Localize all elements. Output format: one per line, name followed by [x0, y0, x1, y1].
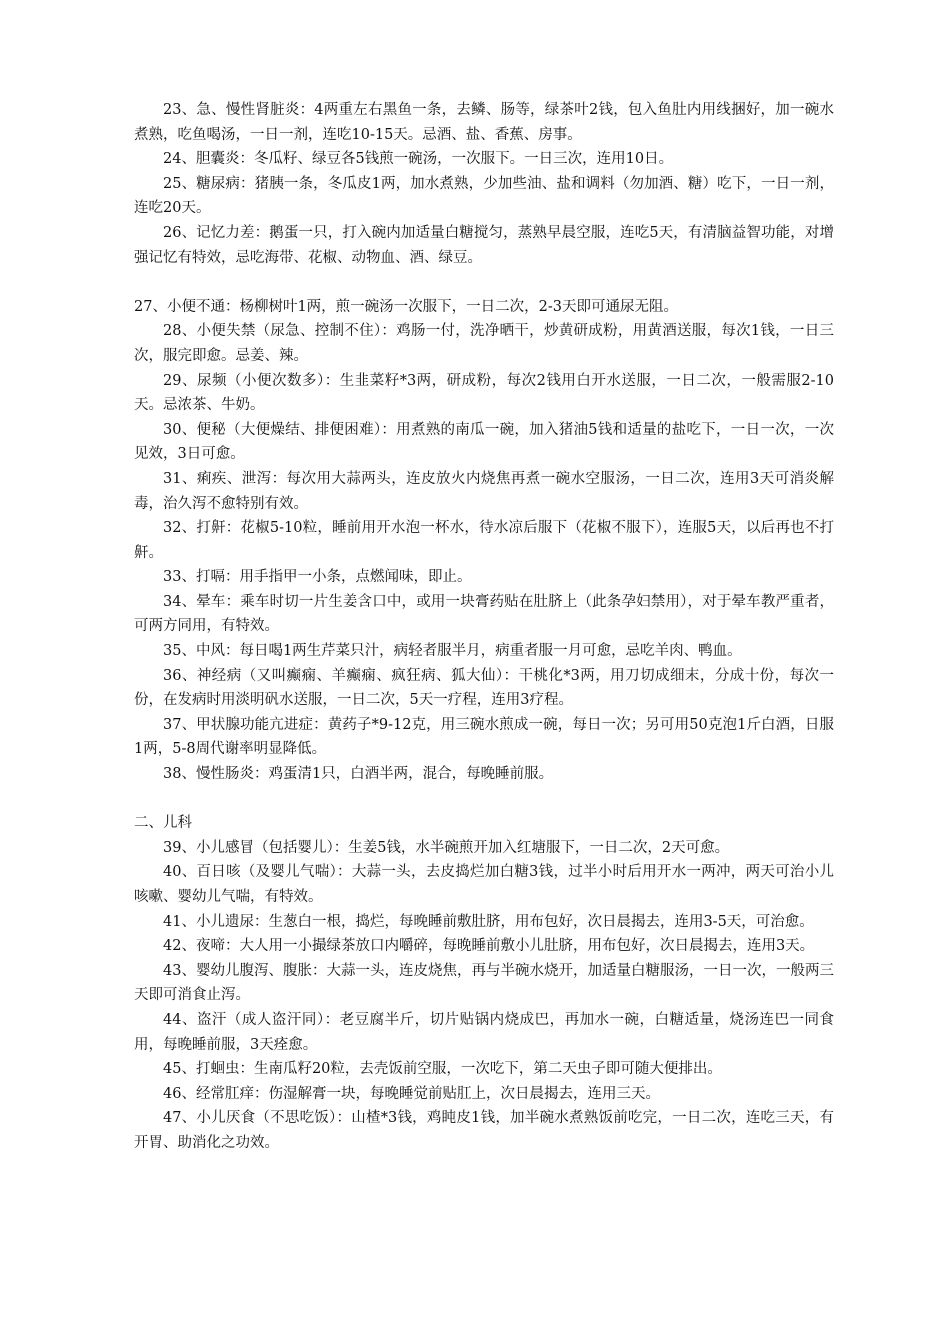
- remedy-paragraph: 32、打鼾：花椒5-10粒，睡前用开水泡一杯水，待水凉后服下（花椒不服下），连服5天，以后再也不打鼾。: [134, 520, 834, 561]
- remedy-paragraph: 42、夜啼：大人用一小撮绿茶放口内嚼碎，每晚睡前敷小儿肚脐，用布包好，次日晨揭去，连用3天。: [163, 938, 815, 955]
- blank-line: [134, 787, 834, 812]
- remedy-paragraph: 41、小儿遗尿：生葱白一根，捣烂，每晚睡前敷肚脐，用布包好，次日晨揭去，连用3-5天，可治愈。: [163, 913, 814, 930]
- remedy-paragraph: 34、晕车：乘车时切一片生姜含口中，或用一块膏药贴在肚脐上（此条孕妇禁用），对于晕车教严重者，可两方同用，有特效。: [134, 593, 834, 635]
- remedy-paragraph: 37、甲状腺功能亢进症：黄药子*9-12克，用三碗水煎成一碗，每日一次；另可用50克泡1斤白酒，日服1两，5-8周代谢率明显降低。: [134, 716, 834, 758]
- remedy-paragraph: 31、痢疾、泄泻：每次用大蒜两头，连皮放火内烧焦再煮一碗水空服汤，一日二次，连用3天可消炎解毒，治久泻不愈特别有效。: [134, 470, 834, 512]
- remedy-paragraph: 27、小便不通：杨柳树叶1两，煎一碗汤一次服下，一日二次，2-3天即可通尿无阻。: [134, 298, 679, 315]
- remedy-paragraph: 46、经常肛痒：伤湿解膏一块，每晚睡觉前贴肛上，次日晨揭去，连用三天。: [163, 1085, 660, 1102]
- remedy-paragraph: 26、记忆力差：鹅蛋一只，打入碗内加适量白糖搅匀，蒸熟早晨空服，连吃5天，有清脑益智功能，对增强记忆有特效，忌吃海带、花椒、动物血、酒、绿豆。: [134, 224, 834, 266]
- remedy-paragraph: 47、小儿厌食（不思吃饭）：山楂*3钱，鸡盹皮1钱，加半碗水煮熟饭前吃完，一日二次，连吃三天，有开胃、助消化之功效。: [134, 1110, 834, 1151]
- remedy-paragraph: 35、中风：每日喝1两生芹菜只汁，病轻者服半月，病重者服一月可愈，忌吃羊肉、鸭血。: [163, 643, 742, 660]
- remedy-paragraph: 29、尿频（小便次数多）：生韭菜籽*3两，研成粉，每次2钱用白开水送服，一日二次，一般需服2-10天。忌浓茶、牛奶。: [134, 372, 834, 414]
- blank-line: [134, 270, 834, 295]
- remedy-paragraph: 24、胆囊炎：冬瓜籽、绿豆各5钱煎一碗汤，一次服下。一日三次，连用10日。: [163, 151, 674, 168]
- remedy-paragraph: 39、小儿感冒（包括婴儿）：生姜5钱，水半碗煎开加入红塘服下，一日二次，2天可愈。: [163, 839, 730, 856]
- remedy-paragraph: 25、糖尿病：猪胰一条，冬瓜皮1两，加水煮熟，少加些油、盐和调料（勿加酒、糖）吃下，一日一剂，连吃20天。: [134, 175, 834, 217]
- remedy-paragraph: 40、百日咳（及婴儿气喘）：大蒜一头，去皮捣烂加白糖3钱，过半小时后用开水一两冲，两天可治小儿咳嗽、婴幼儿气喘，有特效。: [134, 864, 834, 905]
- remedy-paragraph: 36、神经病（又叫癫痫、羊癫痫、疯狂病、狐大仙）：干桃化*3两，用刀切成细末，分成十份，每次一份，在发病时用淡明矾水送服，一日二次，5天一疗程，连用3疗程。: [134, 667, 834, 709]
- remedy-paragraph: 28、小便失禁（尿急、控制不住）：鸡肠一付，洗净晒干，炒黄研成粉，用黄酒送服，每次1钱，一日三次，服完即愈。忌姜、辣。: [134, 323, 834, 364]
- remedy-paragraph: 38、慢性肠炎：鸡蛋清1只，白酒半两，混合，每晚睡前服。: [163, 766, 554, 783]
- remedy-paragraph: 45、打蛔虫：生南瓜籽20粒，去壳饭前空服，一次吃下，第二天虫子即可随大便排出。: [163, 1061, 722, 1078]
- document-body: [134, 98, 834, 1156]
- remedy-paragraph: 43、婴幼儿腹泻、腹胀：大蒜一头，连皮烧焦，再与半碗水烧开，加适量白糖服汤，一日一次，一般两三天即可消食止泻。: [134, 962, 834, 1004]
- remedy-paragraph: 33、打嗝：用手指甲一小条，点燃闻味，即止。: [163, 569, 472, 586]
- section-heading: 二、儿科: [134, 815, 192, 832]
- remedy-paragraph: 23、急、慢性肾脏炎：4两重左右黑鱼一条，去鳞、肠等，绿茶叶2钱，包入鱼肚内用线捆好，加一碗水煮熟，吃鱼喝汤，一日一剂，连吃10-15天。忌酒、盐、香蕉、房事。: [134, 102, 834, 143]
- remedy-paragraph: 30、便秘（大便燥结、排便困难）：用煮熟的南瓜一碗，加入猪油5钱和适量的盐吃下，一日一次，一次见效，3日可愈。: [134, 421, 834, 463]
- remedy-paragraph: 44、盗汗（成人盗汗同）：老豆腐半斤，切片贴锅内烧成巴，再加水一碗，白糖适量，烧汤连巴一同食用，每晚睡前服，3天痊愈。: [134, 1011, 834, 1053]
